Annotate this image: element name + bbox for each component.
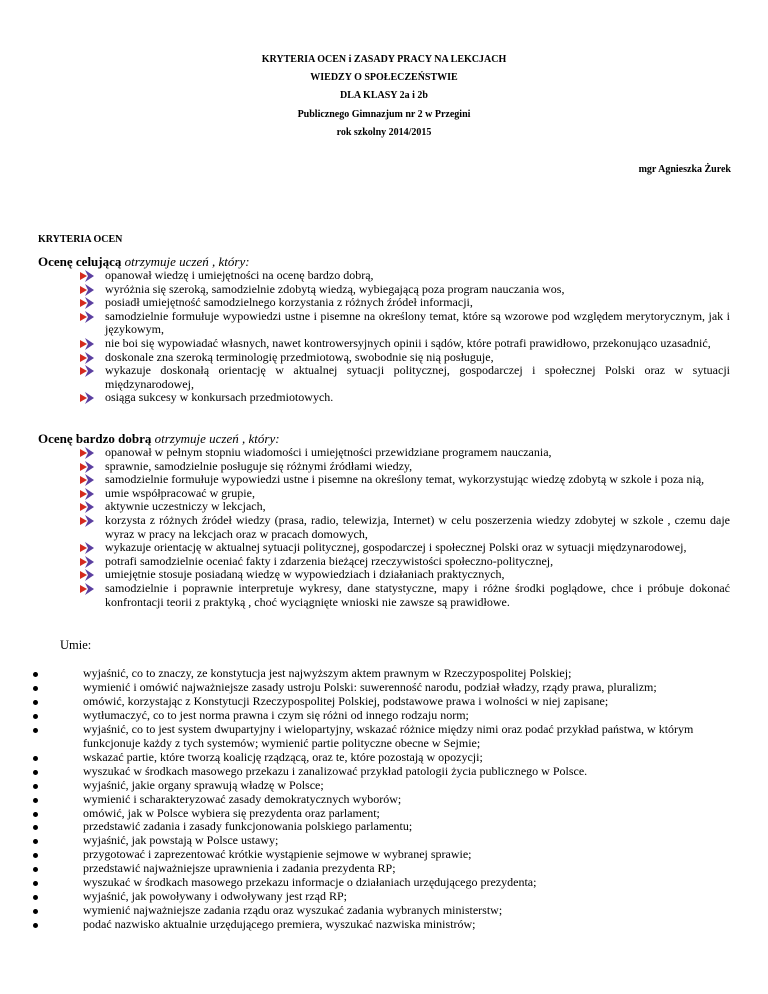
arrow-bullet-icon: [80, 338, 94, 350]
arrow-bullet-icon: [80, 352, 94, 364]
skill-item: [33, 862, 733, 876]
arrow-bullet-icon: [80, 474, 94, 486]
criteria-item: [80, 473, 730, 487]
bullet-dot-icon: [33, 909, 38, 914]
arrow-bullet-icon: [80, 488, 94, 500]
criteria-item-text: korzysta z różnych źródeł wiedzy (prasa, radio, telewizja, Internet) w celu poszerzenia wiedzy zdobytej w szkole , czemu daje wyraz w pracy na lekcjach oraz w pracach domowych,: [105, 512, 730, 541]
bullet-dot-icon: [33, 798, 38, 803]
skill-item: [33, 834, 733, 848]
skill-item-text: przygotować i zaprezentować krótkie wystąpienie sejmowe w wybranej sprawie;: [83, 847, 472, 862]
criteria-item: [80, 460, 730, 474]
skill-item: [33, 918, 733, 932]
criteria-item-text: wykazuje doskonałą orientację w aktualnej sytuacji politycznej, gospodarczej i społecznej Polski oraz w sytuacji międzynarodowej,: [105, 363, 730, 391]
doc-title: KRYTERIA OCEN i ZASADY PRACY NA LEKCJACH: [261, 54, 507, 65]
grade-name: Ocenę bardzo dobrą: [38, 431, 152, 446]
arrow-bullet-icon: [80, 392, 94, 404]
criteria-item: [80, 500, 730, 514]
arrow-bullet-icon: [80, 501, 94, 513]
bullet-dot-icon: [33, 770, 38, 775]
skill-item-text: wymienić i omówić najważniejsze zasady ustroju Polski: suwerenność narodu, podział władzy, rządy prawa, pluralizm;: [83, 679, 657, 694]
criteria-item: [80, 391, 730, 405]
criteria-item: [80, 296, 730, 310]
bullet-dot-icon: [33, 853, 38, 858]
criteria-item-text: umiejętnie stosuje posiadaną wiedzę w wypowiedziach i działaniach praktycznych,: [105, 567, 505, 582]
doc-author: mgr Agnieszka Żurek: [638, 164, 731, 175]
skill-item: [33, 820, 733, 834]
criteria-item-text: opanował w pełnym stopniu wiadomości i umiejętności przewidziane programem nauczania,: [105, 445, 552, 459]
arrow-bullet-icon: [80, 515, 94, 527]
criteria-item: [80, 310, 730, 337]
skill-item-text: wyjaśnić, co to jest system dwupartyjny i wielopartyjny, wskazać różnice między nimi oraz podać przykład państwa, w którym funkcjonuje każdy z tych systemów; wymienić partie polityczne obecne w Sejmie;: [83, 721, 694, 750]
skill-item-text: wyszukać w środkach masowego przekazu informacje o działaniach urzędującego prezydenta;: [83, 875, 537, 890]
arrow-bullet-icon: [80, 284, 94, 296]
criteria-list-bardzo-dobra: [80, 446, 730, 609]
criteria-item: [80, 582, 730, 609]
skill-item: [33, 667, 733, 681]
skill-item: [33, 779, 733, 793]
skill-item: [33, 695, 733, 709]
grade-name: Ocenę celującą: [38, 254, 122, 269]
doc-school-year: rok szkolny 2014/2015: [336, 127, 432, 138]
skill-item-text: wyjaśnić, co to znaczy, ze konstytucja jest najwyższym aktem prawnym w Rzeczypospolitej Polskiej;: [83, 666, 572, 680]
doc-school: Publicznego Gimnazjum nr 2 w Przegini: [297, 109, 471, 120]
criteria-item: [80, 541, 730, 555]
bullet-dot-icon: [33, 672, 38, 677]
criteria-item: [80, 568, 730, 582]
criteria-item-text: opanował wiedzę i umiejętności na ocenę bardzo dobrą,: [105, 268, 374, 282]
skill-item: [33, 723, 733, 751]
bullet-dot-icon: [33, 700, 38, 705]
skill-item: [33, 709, 733, 723]
arrow-bullet-icon: [80, 569, 94, 581]
criteria-item-text: nie boi się wypowiadać własnych, nawet kontrowersyjnych opinii i sądów, które potrafi prawidłowo, przekonująco uzasadnić,: [105, 335, 711, 350]
skill-item-text: wytłumaczyć, co to jest norma prawna i czym się różni od innego rodzaju norm;: [83, 707, 469, 722]
skill-item-text: omówić, jak w Polsce wybiera się prezydenta oraz parlament;: [83, 805, 380, 820]
doc-classes: DLA KLASY 2a i 2b: [340, 90, 428, 101]
skill-item-text: wyszukać w środkach masowego przekazu i zanalizować przykład patologii życia publicznego w Polsce.: [83, 763, 588, 778]
bullet-dot-icon: [33, 839, 38, 844]
bullet-dot-icon: [33, 923, 38, 928]
arrow-bullet-icon: [80, 447, 94, 459]
skill-item: [33, 890, 733, 904]
skill-item-text: przedstawić zadania i zasady funkcjonowania polskiego parlamentu;: [83, 819, 413, 834]
arrow-bullet-icon: [80, 461, 94, 473]
criteria-item: [80, 351, 730, 365]
skills-list: [33, 667, 733, 932]
bullet-dot-icon: [33, 728, 38, 733]
skill-item-text: wyjaśnić, jak powstają w Polsce ustawy;: [83, 833, 279, 848]
bullet-dot-icon: [33, 756, 38, 761]
skill-item: [33, 904, 733, 918]
skill-item: [33, 765, 733, 779]
criteria-item-text: aktywnie uczestniczy w lekcjach,: [105, 499, 266, 514]
criteria-item-text: samodzielnie formułuje wypowiedzi ustne i pisemne na określony temat, które są wzorowe pod względem merytorycznym, jak i językowym,: [105, 308, 730, 337]
skill-item-text: wskazać partie, które tworzą koalicję rządzącą, oraz te, które pozostają w opozycji;: [83, 749, 483, 764]
bullet-dot-icon: [33, 825, 38, 830]
skill-item-text: przedstawić najważniejsze uprawnienia i zadania prezydenta RP;: [83, 861, 396, 876]
criteria-item: [80, 269, 730, 283]
bullet-dot-icon: [33, 784, 38, 789]
skill-item: [33, 793, 733, 807]
criteria-item: [80, 364, 730, 391]
grade-suffix: otrzymuje uczeń , który:: [151, 431, 280, 446]
skill-item-text: wyjaśnić, jakie organy sprawują władzę w Polsce;: [83, 777, 324, 792]
criteria-item: [80, 514, 730, 541]
bullet-dot-icon: [33, 812, 38, 817]
umie-label: Umie:: [60, 638, 92, 652]
skill-item-text: podać nazwisko aktualnie urzędującego premiera, wyszukać nazwiska ministrów;: [83, 917, 476, 932]
criteria-item: [80, 446, 730, 460]
bullet-dot-icon: [33, 714, 38, 719]
criteria-item: [80, 555, 730, 569]
criteria-item-text: samodzielnie i poprawnie interpretuje wykresy, dane statystyczne, mapy i różne środki poglądowe, chce i próbuje dokonać konfrontacji teorii z praktyką , choć wyciągnięte wnioski nie zawsze są prawidłowe.: [105, 580, 730, 609]
criteria-item-text: wykazuje orientację w aktualnej sytuacji politycznej, gospodarczej i społecznej Polski oraz w sytuacji międzynarodowej,: [105, 540, 687, 555]
criteria-item: [80, 283, 730, 297]
doc-subject: WIEDZY O SPOŁECZEŃSTWIE: [310, 72, 458, 83]
criteria-item-text: potrafi samodzielnie oceniać fakty i zdarzenia bieżącej rzeczywistości społeczno-politycznej,: [105, 553, 554, 568]
arrow-bullet-icon: [80, 542, 94, 554]
skill-item: [33, 751, 733, 765]
criteria-item-text: umie współpracować w grupie,: [105, 485, 255, 500]
skill-item: [33, 681, 733, 695]
arrow-bullet-icon: [80, 365, 94, 377]
criteria-item: [80, 487, 730, 501]
arrow-bullet-icon: [80, 556, 94, 568]
skill-item: [33, 848, 733, 862]
criteria-item-text: wyróżnia się szeroką, samodzielnie zdobytą wiedzą, wybiegającą poza program nauczania wos,: [105, 281, 565, 296]
skill-item: [33, 807, 733, 821]
arrow-bullet-icon: [80, 311, 94, 323]
bullet-dot-icon: [33, 881, 38, 886]
skill-item-text: wymienić i scharakteryzować zasady demokratycznych wyborów;: [83, 791, 402, 806]
skill-item: [33, 876, 733, 890]
criteria-item-text: doskonale zna szeroką terminologię przedmiotową, swobodnie się nią posługuje,: [105, 349, 494, 364]
criteria-item-text: samodzielnie formułuje wypowiedzi ustne i pisemne na określony temat, wykorzystując wiedzę zdobytą w szkole i poza nią,: [105, 472, 705, 487]
criteria-item-text: posiadł umiejętność samodzielnego korzystania z różnych źródeł informacji,: [105, 295, 473, 310]
section-title: KRYTERIA OCEN: [38, 234, 123, 245]
criteria-item: [80, 337, 730, 351]
criteria-list-celujaca: [80, 269, 730, 405]
grade-suffix: otrzymuje uczeń , który:: [121, 254, 250, 269]
arrow-bullet-icon: [80, 583, 94, 595]
bullet-dot-icon: [33, 686, 38, 691]
criteria-item-text: osiąga sukcesy w konkursach przedmiotowych.: [105, 390, 334, 405]
criteria-item-text: sprawnie, samodzielnie posługuje się różnymi źródłami wiedzy,: [105, 458, 413, 473]
skill-item-text: omówić, korzystając z Konstytucji Rzeczypospolitej Polskiej, podstawowe prawa i wolności w niej zapisane;: [83, 693, 609, 708]
arrow-bullet-icon: [80, 297, 94, 309]
arrow-bullet-icon: [80, 270, 94, 282]
bullet-dot-icon: [33, 895, 38, 900]
skill-item-text: wyjaśnić, jak powoływany i odwoływany jest rząd RP;: [83, 889, 347, 904]
bullet-dot-icon: [33, 867, 38, 872]
skill-item-text: wymienić najważniejsze zadania rządu oraz wyszukać zadania wybranych ministerstw;: [83, 903, 503, 918]
